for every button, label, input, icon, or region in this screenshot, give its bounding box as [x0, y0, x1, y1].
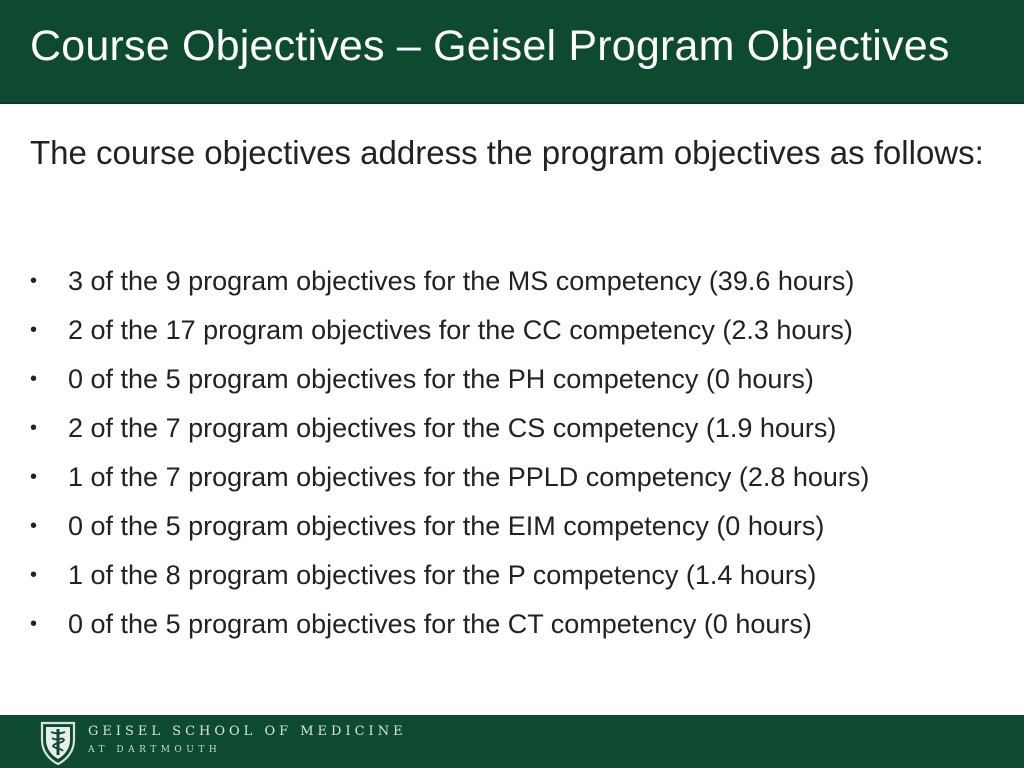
shield-icon [38, 718, 78, 766]
footer-bar [0, 715, 1024, 768]
list-item-text: 1 of the 7 program objectives for the PPLD competency (2.8 hours) [68, 462, 870, 492]
list-item-text: 0 of the 5 program objectives for the EIM competency (0 hours) [68, 511, 825, 541]
bullet-marker: • [30, 466, 38, 488]
list-item [30, 404, 1010, 453]
list-item-text: 0 of the 5 program objectives for the CT competency (0 hours) [68, 609, 812, 639]
title-bar [0, 0, 1024, 104]
bullet-marker: • [30, 368, 38, 390]
bullet-marker: • [30, 319, 38, 341]
list-item-text: 2 of the 17 program objectives for the CC competency (2.3 hours) [68, 315, 853, 345]
intro-paragraph: The course objectives address the program objectives as follows: [30, 134, 984, 171]
list-item-text: 2 of the 7 program objectives for the CS competency (1.9 hours) [68, 413, 837, 443]
school-name: GEISEL SCHOOL OF MEDICINE [88, 724, 407, 739]
objectives-list [30, 257, 1010, 649]
bullet-marker: • [30, 564, 38, 586]
list-item [30, 257, 1010, 306]
bullet-marker: • [30, 613, 38, 635]
list-item-text: 3 of the 9 program objectives for the MS competency (39.6 hours) [68, 266, 855, 296]
list-item [30, 551, 1010, 600]
bullet-marker: • [30, 270, 38, 292]
list-item [30, 502, 1010, 551]
list-item [30, 453, 1010, 502]
bullet-marker: • [30, 515, 38, 537]
list-item [30, 600, 1010, 649]
list-item [30, 306, 1010, 355]
list-item [30, 355, 1010, 404]
school-subtitle: AT DARTMOUTH [88, 745, 222, 755]
page-title: Course Objectives – Geisel Program Objectives [30, 22, 950, 70]
list-item-text: 0 of the 5 program objectives for the PH competency (0 hours) [68, 364, 814, 394]
bullet-marker: • [30, 417, 38, 439]
list-item-text: 1 of the 8 program objectives for the P competency (1.4 hours) [68, 560, 817, 590]
